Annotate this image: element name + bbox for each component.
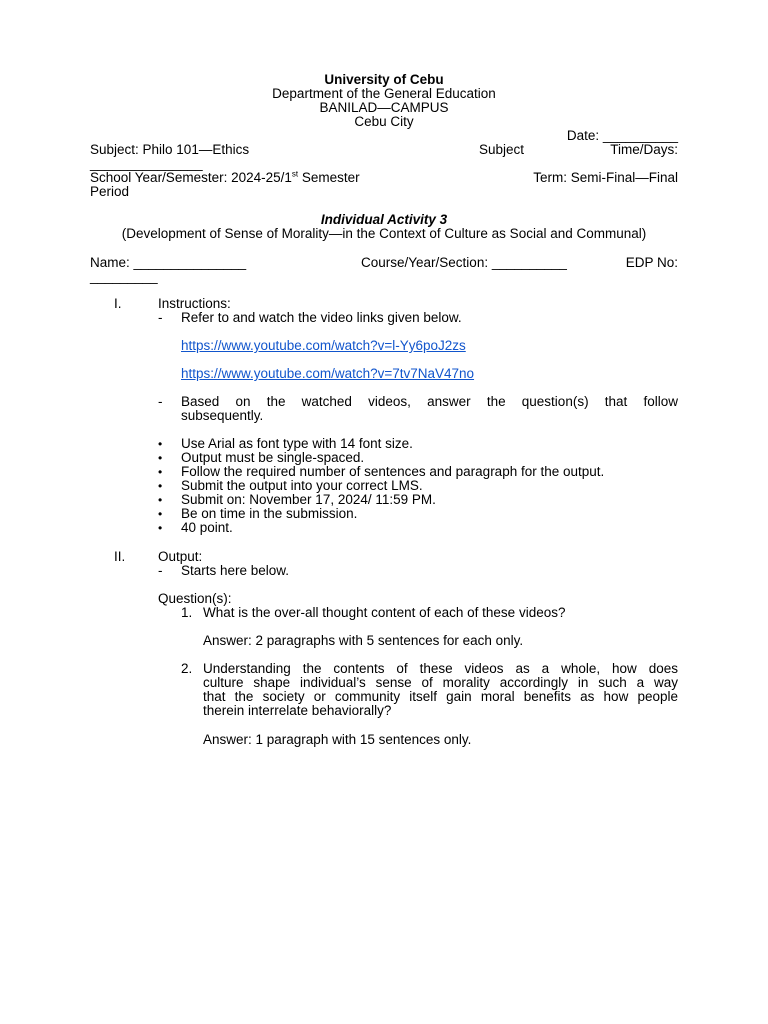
- question-1-text: What is the over-all thought content of each of these videos?: [203, 605, 566, 620]
- question-2-line-1: Understanding the contents of these videos as a whole, how does: [203, 661, 678, 676]
- bullet-dot: •: [158, 479, 163, 493]
- school-year-line: [90, 171, 360, 185]
- dash-marker: -: [158, 563, 163, 578]
- activity-subtitle: (Development of Sense of Morality—in the Context of Culture as Social and Communal): [121, 226, 647, 241]
- answer-2-text: Answer: 1 paragraph with 15 sentences only.: [203, 732, 472, 747]
- campus-name: BANILAD—CAMPUS: [319, 100, 449, 115]
- bullet-dot: •: [158, 437, 163, 451]
- date-field: Date: __________: [566, 128, 678, 143]
- question-2-line-4: therein interrelate behaviorally?: [203, 703, 392, 718]
- bullet-item: Submit the output into your correct LMS.: [181, 478, 423, 493]
- edp-field: EDP No:: [625, 255, 678, 270]
- bullet-item: Use Arial as font type with 14 font size.: [181, 436, 413, 451]
- course-field: Course/Year/Section: __________: [361, 255, 567, 270]
- bullet-dot: •: [158, 521, 163, 535]
- bullet-item: Follow the required number of sentences and paragraph for the output.: [181, 464, 605, 479]
- question-2-line-3: that the society or community itself gain moral benefits as how people: [203, 689, 678, 704]
- bullet-item: Submit on: November 17, 2024/ 11:59 PM.: [181, 492, 436, 507]
- video-link-1[interactable]: https://www.youtube.com/watch?v=l-Yy6poJ2zs: [181, 338, 466, 353]
- section-2-numeral: II.: [114, 549, 126, 564]
- term-line: Term: Semi-Final—Final: [533, 170, 678, 185]
- output-item: Starts here below.: [181, 563, 290, 578]
- question-2-line-2: culture shape individual’s sense of morality accordingly in such a way: [203, 675, 678, 690]
- bullet-dot: •: [158, 507, 163, 521]
- period-line: Period: [90, 184, 130, 199]
- name-field: Name: _______________: [90, 255, 247, 270]
- bullet-item: Be on time in the submission.: [181, 506, 358, 521]
- time-days-label: Time/Days:: [610, 142, 678, 157]
- bullet-dot: •: [158, 493, 163, 507]
- question-1-number: 1.: [181, 605, 193, 620]
- subject-label: Subject: [479, 142, 525, 157]
- school-year-suffix: Semester: [298, 170, 360, 185]
- bullet-dot: •: [158, 465, 163, 479]
- university-name: University of Cebu: [324, 72, 444, 87]
- subject-line: Subject: Philo 101—Ethics: [90, 142, 250, 157]
- bullet-dot: •: [158, 451, 163, 465]
- activity-title: Individual Activity 3: [320, 212, 448, 227]
- city-name: Cebu City: [354, 114, 414, 129]
- section-1-numeral: I.: [114, 296, 122, 311]
- answer-1-text: Answer: 2 paragraphs with 5 sentences for each only.: [203, 633, 524, 648]
- dash-marker: -: [158, 310, 163, 325]
- question-2-number: 2.: [181, 661, 193, 676]
- school-year-sup: st: [291, 169, 299, 179]
- bullet-item: Output must be single-spaced.: [181, 450, 365, 465]
- instruction-item-2-line-1: Based on the watched videos, answer the question(s) that follow: [181, 394, 678, 409]
- department-name: Department of the General Education: [272, 86, 496, 101]
- instruction-item-1: Refer to and watch the video links given below.: [181, 310, 462, 325]
- bullet-item: 40 point.: [181, 520, 233, 535]
- questions-label: Question(s):: [158, 591, 232, 606]
- edp-blank: _________: [90, 269, 158, 284]
- school-year-text: School Year/Semester: 2024-25/1: [90, 170, 292, 185]
- section-1-heading: Instructions:: [158, 296, 231, 311]
- section-2-heading: Output:: [158, 549, 203, 564]
- blank-line: _______________: [90, 156, 203, 171]
- video-link-2[interactable]: https://www.youtube.com/watch?v=7tv7NaV47no: [181, 366, 475, 381]
- instruction-item-2-line-2: subsequently.: [181, 408, 264, 423]
- dash-marker: -: [158, 394, 163, 409]
